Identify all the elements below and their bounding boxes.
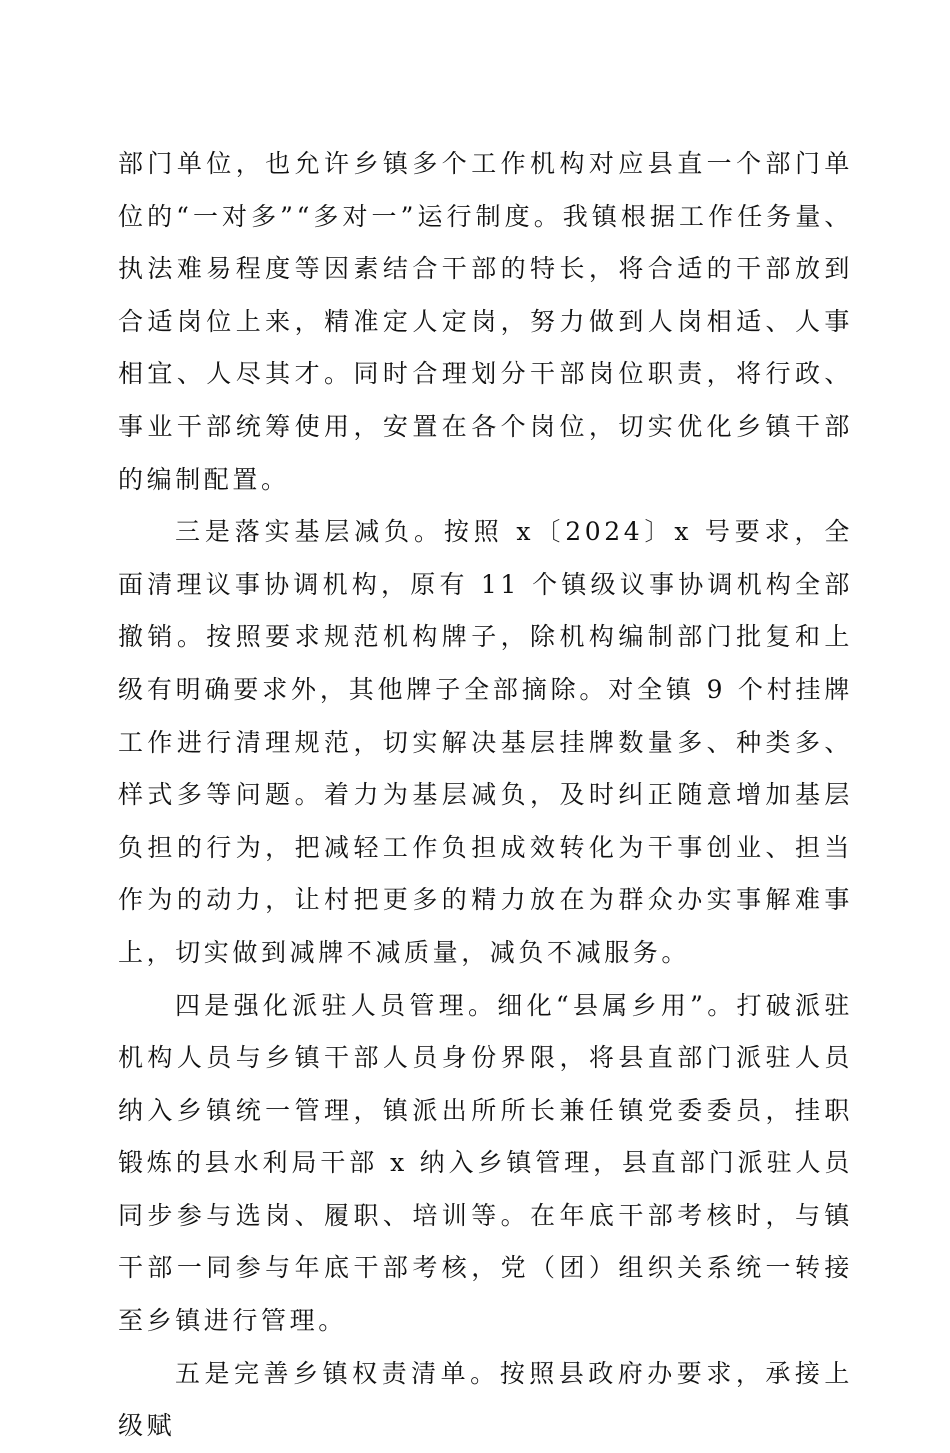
paragraph-continuation: 部门单位，也允许乡镇多个工作机构对应县直一个部门单位的“一对多”“多对一”运行制度。我镇根据工作任务量、执法难易程度等因素结合干部的特长，将合适的干部放到合适岗位上来，精准定人定岗，努力做到人岗相适、人事相宜、人尽其才。同时合理划分干部岗位职责，将行政、事业干部统筹使用，安置在各个岗位，切实优化乡镇干部的编制配置。	[118, 149, 853, 494]
document-body	[118, 138, 853, 1453]
paragraph-stationed-personnel-management: 四是强化派驻人员管理。细化“县属乡用”。打破派驻机构人员与乡镇干部人员身份界限，将县直部门派驻人员纳入乡镇统一管理，镇派出所所长兼任镇党委委员，挂职锻炼的县水利局干部 x 纳入乡镇管理，县直部门派驻人员同步参与选岗、履职、培训等。在年底干部考核时，与镇干部一同参与年底干部考核，党（团）组织关系统一转接至乡镇进行管理。	[118, 990, 853, 1336]
paragraph-grassroots-burden-reduction: 三是落实基层减负。按照 x〔2024〕x 号要求，全面清理议事协调机构，原有 11 个镇级议事协调机构全部撤销。按照要求规范机构牌子，除机构编制部门批复和上级有明确要求外，其他牌子全部摘除。对全镇 9 个村挂牌工作进行清理规范，切实解决基层挂牌数量多、种类多、样式多等问题。着力为基层减负，及时纠正随意增加基层负担的行为，把减轻工作负担成效转化为干事创业、担当作为的动力，让村把更多的精力放在为群众办实事解难事上，切实做到减牌不减质量，减负不减服务。	[118, 517, 853, 967]
paragraph-rights-responsibilities-list: 五是完善乡镇权责清单。按照县政府办要求，承接上级赋	[118, 1358, 853, 1441]
